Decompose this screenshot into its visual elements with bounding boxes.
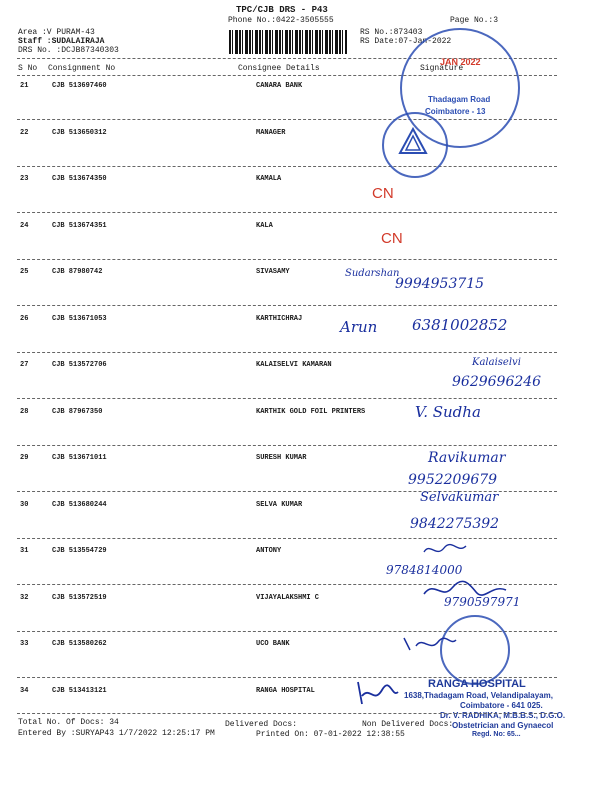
row-consignment: CJB 513680244 [52, 501, 107, 509]
signature-31-scribble [420, 540, 470, 560]
signature-32-scribble [420, 578, 510, 602]
row-consignment: CJB 513554729 [52, 547, 107, 555]
row-consignee: CANARA BANK [256, 82, 303, 90]
row-consignment: CJB 513650312 [52, 129, 107, 137]
non-delivered-docs: Non Delivered Docs: [362, 720, 454, 729]
document-title: TPC/CJB DRS - P43 [236, 5, 328, 15]
signature-27: Kalaiselvi [472, 357, 521, 368]
rs-date: RS Date:07-Jan-2022 [360, 37, 452, 46]
row-consignee: SIVASAMY [256, 268, 290, 276]
hospital-stamp-address2: Coimbatore - 641 025. [460, 701, 543, 710]
row-consignment: CJB 513671011 [52, 454, 107, 462]
signature-30: Selvakumar [420, 490, 499, 505]
col-consignee: Consignee Details [238, 64, 320, 73]
phone-27: 9629696246 [452, 374, 542, 390]
row-sno: 21 [20, 82, 29, 90]
row-consignment: CJB 513671053 [52, 315, 107, 323]
delivered-docs: Delivered Docs: [225, 720, 298, 729]
row-consignee: KAMALA [256, 175, 282, 183]
barcode [229, 30, 347, 54]
row-divider [17, 259, 557, 260]
cn-mark-1: CN [372, 185, 394, 202]
row-consignee: UCO BANK [256, 640, 290, 648]
row-consignee: SELVA KUMAR [256, 501, 303, 509]
phone-25: 9994953715 [395, 276, 485, 292]
row-sno: 29 [20, 454, 29, 462]
row-sno: 32 [20, 594, 29, 602]
row-consignment: CJB 513413121 [52, 687, 107, 695]
row-consignee: KARTHICHRAJ [256, 315, 303, 323]
row-sno: 23 [20, 175, 29, 183]
row-divider [17, 166, 557, 167]
row-sno: 24 [20, 222, 29, 230]
row-divider [17, 352, 557, 353]
row-sno: 27 [20, 361, 29, 369]
cn-mark-2: CN [381, 230, 403, 247]
rs-number: RS No.:873403 [360, 28, 423, 37]
page-number: Page No.:3 [450, 16, 499, 25]
area-label: Area :V PURAM-43 [18, 28, 95, 37]
hospital-stamp-role: Obstetrician and Gynaecol [452, 721, 554, 730]
row-consignee: RANGA HOSPITAL [256, 687, 315, 695]
row-sno: 33 [20, 640, 29, 648]
signature-28: V. Sudha [415, 403, 481, 421]
staff-label: Staff :SUDALAIRAJA [18, 37, 105, 46]
total-docs: Total No. Of Docs: 34 [18, 718, 119, 727]
signature-33-scribble [400, 632, 460, 654]
phone-30: 9842275392 [410, 516, 500, 532]
canara-stamp-date: JAN 2022 [440, 57, 481, 67]
col-signature: Signature [420, 64, 464, 73]
row-divider [17, 305, 557, 306]
row-sno: 22 [20, 129, 29, 137]
canara-stamp-line1: Thadagam Road [428, 95, 491, 104]
canara-stamp-line2: Coimbatore - 13 [425, 107, 486, 116]
phone-29: 9952209679 [408, 472, 498, 488]
row-consignment: CJB 513572706 [52, 361, 107, 369]
signature-25: Sudarshan [345, 268, 400, 279]
row-consignment: CJB 513697460 [52, 82, 107, 90]
col-consignment: Consignment No [48, 64, 116, 73]
row-consignee: KALA [256, 222, 273, 230]
row-consignee: SURESH KUMAR [256, 454, 307, 462]
row-consignee: MANAGER [256, 129, 286, 137]
row-divider [17, 398, 557, 399]
signature-29: Ravikumar [428, 450, 506, 466]
phone-32: 9790597971 [444, 595, 521, 609]
row-consignment: CJB 513674350 [52, 175, 107, 183]
drs-number: DRS No. :DCJB87340303 [18, 46, 119, 55]
row-sno: 30 [20, 501, 29, 509]
entered-by: Entered By :SURYAP43 1/7/2022 12:25:17 PM [18, 729, 215, 738]
phone-26: 6381002852 [412, 316, 508, 334]
row-sno: 25 [20, 268, 29, 276]
row-sno: 28 [20, 408, 29, 416]
row-divider [17, 538, 557, 539]
row-consignment: CJB 513580262 [52, 640, 107, 648]
row-sno: 34 [20, 687, 29, 695]
signature-26: Arun [340, 318, 378, 336]
row-divider [17, 445, 557, 446]
hospital-stamp-reg: Regd. No: 65... [472, 731, 521, 738]
printed-on: Printed On: 07-01-2022 12:38:55 [256, 730, 405, 739]
row-sno: 31 [20, 547, 29, 555]
row-consignment: CJB 87967350 [52, 408, 103, 416]
row-consignee: VIJAYALAKSHMI C [256, 594, 320, 602]
row-consignee: KALAISELVI KAMARAN [256, 361, 332, 369]
row-consignment: CJB 513674351 [52, 222, 107, 230]
footer-rule [17, 713, 557, 714]
col-sno: S No [18, 64, 38, 73]
hospital-stamp-doctor: Dr. V. RADHIKA, M.B.B.S., D.G.O. [440, 711, 566, 720]
phone-31: 9784814000 [386, 563, 463, 577]
triangle-logo-icon [398, 126, 428, 156]
row-consignment: CJB 87980742 [52, 268, 103, 276]
phone-number: Phone No.:0422-3505555 [228, 16, 334, 25]
row-consignment: CJB 513572519 [52, 594, 107, 602]
hospital-stamp-name: RANGA HOSPITAL [428, 678, 526, 690]
row-divider [17, 212, 557, 213]
row-sno: 26 [20, 315, 29, 323]
signature-34-scribble [352, 676, 402, 710]
row-consignee: KARTHIK GOLD FOIL PRINTERS [256, 408, 366, 416]
hospital-stamp-address1: 1638,Thadagam Road, Velandipalayam, [404, 691, 553, 700]
row-consignee: ANTONY [256, 547, 282, 555]
